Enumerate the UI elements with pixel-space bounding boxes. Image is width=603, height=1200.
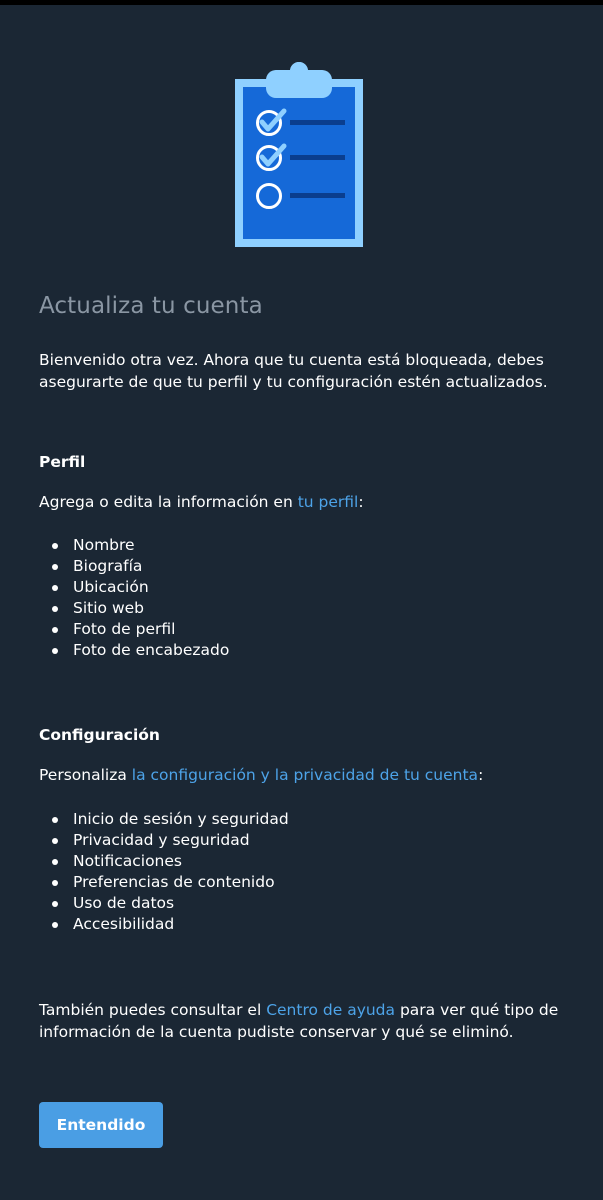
list-item: Foto de encabezado <box>39 640 229 661</box>
help-text-end: para ver qué tipo de información de la cuenta pudiste conservar y qué se eliminó. <box>39 1001 559 1041</box>
list-item: Privacidad y seguridad <box>39 830 289 851</box>
intro-text: Bienvenido otra vez. Ahora que tu cuenta está bloqueada, debes asegurarte de que tu perfil y tu configuración estén actualizados. <box>39 351 548 391</box>
settings-link[interactable]: la configuración y la privacidad de tu cuenta <box>131 766 479 784</box>
profile-lead-colon: : <box>358 493 364 511</box>
clipboard-checklist-icon <box>232 62 366 250</box>
got-it-button[interactable]: Entendido <box>39 1102 163 1148</box>
list-item: Notificaciones <box>39 851 289 872</box>
list-item: Uso de datos <box>39 893 289 914</box>
profile-link[interactable]: tu perfil <box>297 493 359 511</box>
list-item: Sitio web <box>39 598 229 619</box>
list-item: Ubicación <box>39 577 229 598</box>
profile-lead-text: Agrega o edita la información en <box>39 493 298 511</box>
settings-lead <box>39 764 483 786</box>
list-item: Accesibilidad <box>39 914 289 935</box>
settings-list <box>39 809 289 935</box>
list-item: Biografía <box>39 556 229 577</box>
help-text-start: También puedes consultar el <box>39 1001 267 1019</box>
list-item: Inicio de sesión y seguridad <box>39 809 289 830</box>
help-center-link[interactable]: Centro de ayuda <box>266 1001 396 1019</box>
list-item: Nombre <box>39 535 229 556</box>
list-item: Preferencias de contenido <box>39 872 289 893</box>
profile-lead <box>39 491 364 513</box>
profile-heading: Perfil <box>39 453 86 471</box>
help-text <box>39 999 579 1043</box>
settings-lead-colon: : <box>478 766 484 784</box>
settings-lead-text: Personaliza <box>39 766 132 784</box>
status-bar-strip <box>0 0 603 5</box>
list-item: Foto de perfil <box>39 619 229 640</box>
settings-heading: Configuración <box>39 726 160 744</box>
profile-list <box>39 535 229 661</box>
page-title: Actualiza tu cuenta <box>39 293 263 319</box>
